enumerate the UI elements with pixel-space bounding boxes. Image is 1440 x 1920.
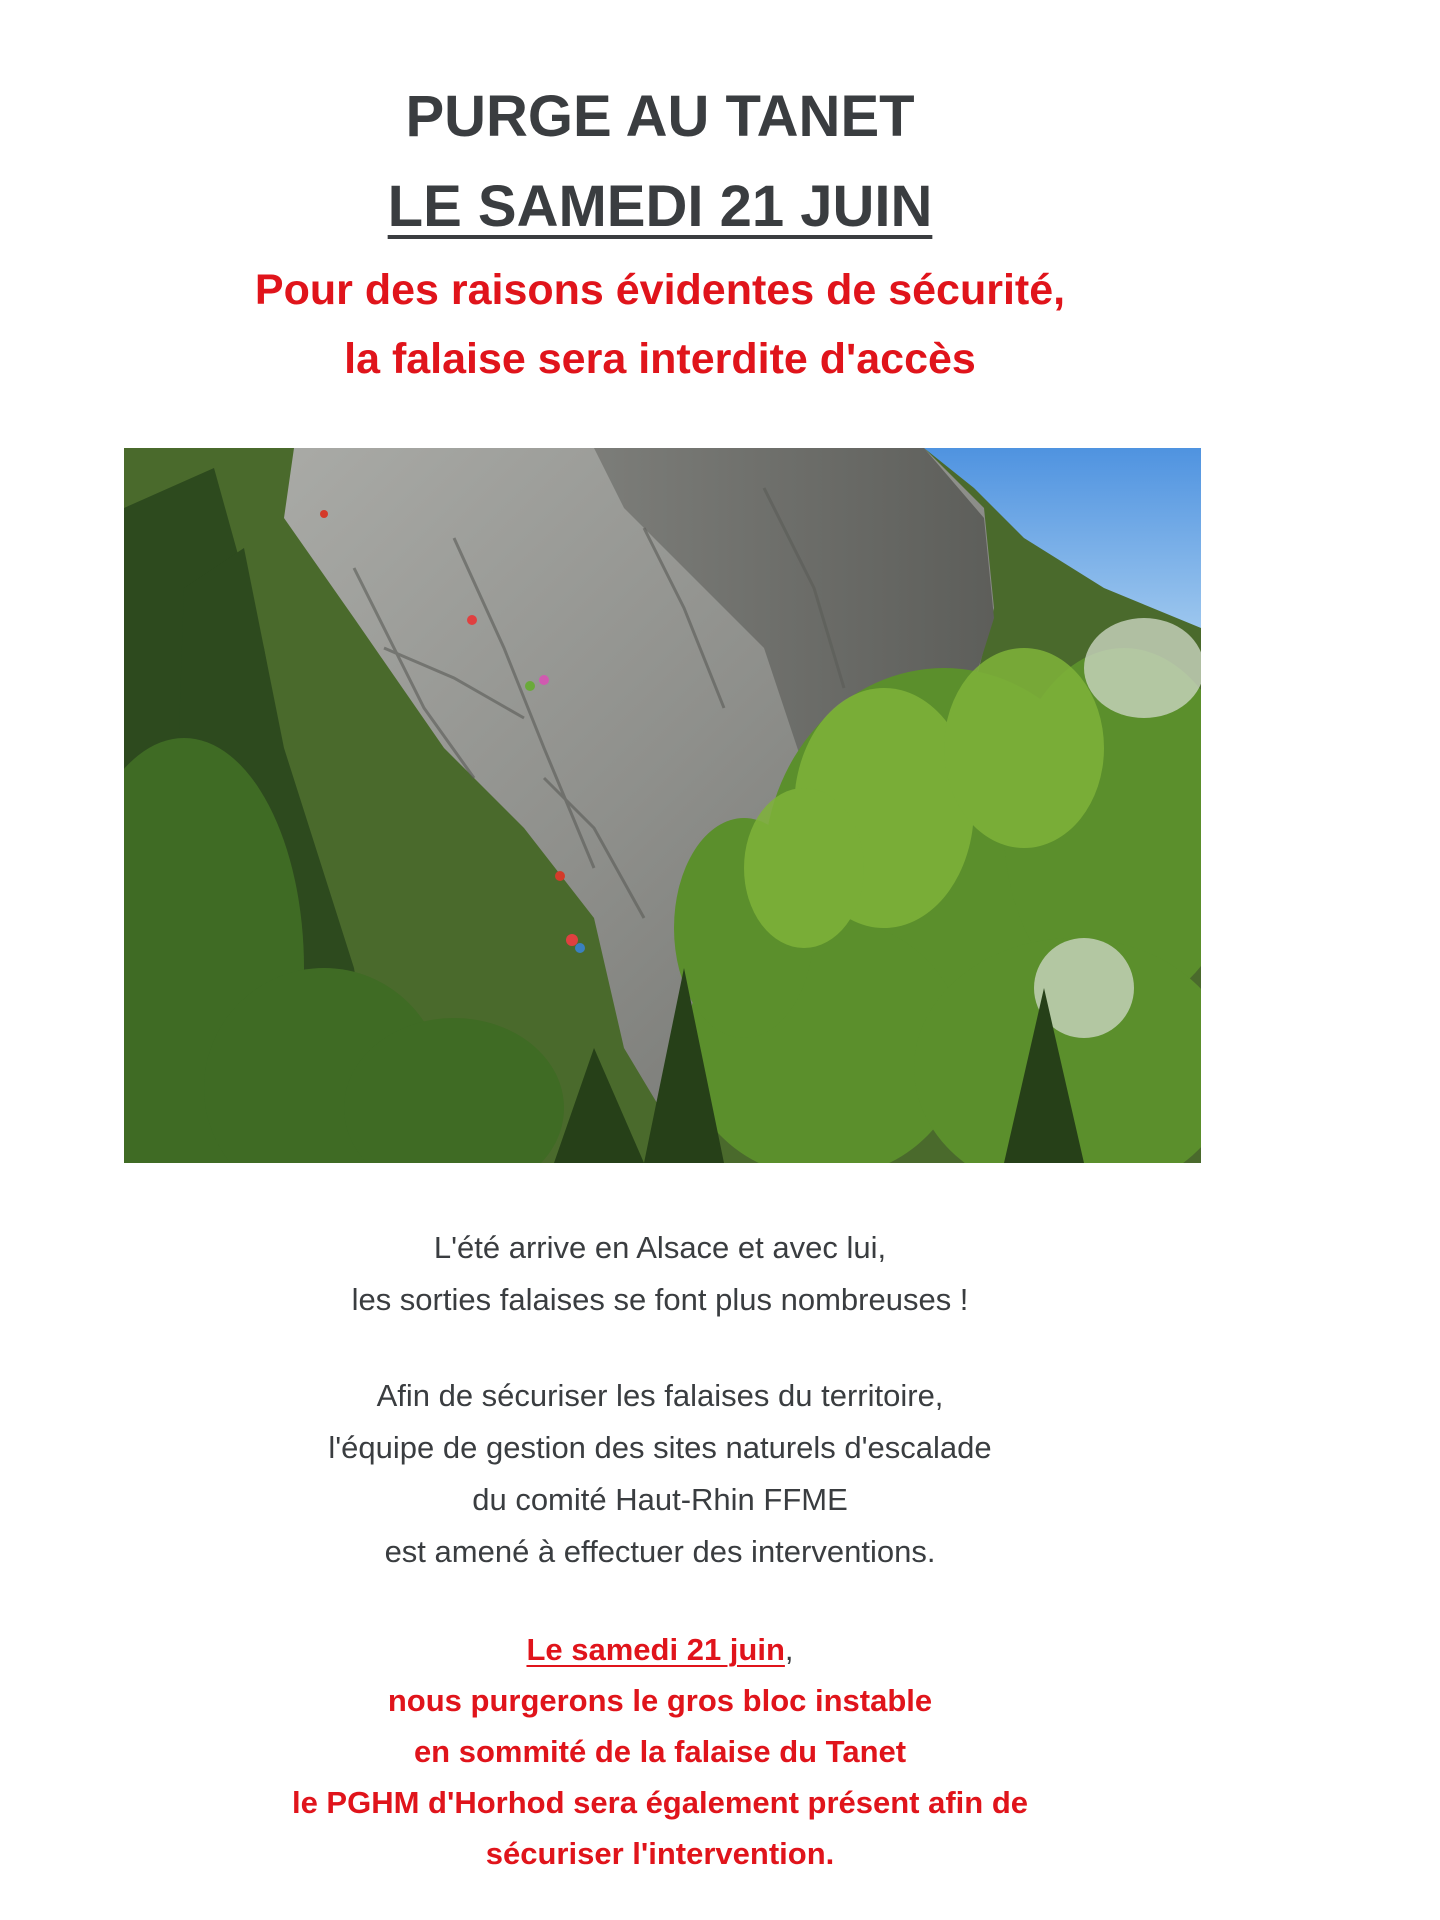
details-line-3: du comité Haut-Rhin FFME <box>472 1482 848 1517</box>
announcement-comma: , <box>784 1632 794 1667</box>
poster-date-heading <box>0 172 1320 242</box>
warning-line-1: Pour des raisons évidentes de sécurité, <box>254 266 1066 314</box>
warning-line-2: la falaise sera interdite d'accès <box>344 335 976 383</box>
details-line-4: est amené à effectuer des interventions. <box>384 1534 936 1569</box>
cliff-photo <box>124 448 1201 1163</box>
details-line-1: Afin de sécuriser les falaises du territoire, <box>376 1378 944 1413</box>
details-paragraph <box>0 1370 1320 1578</box>
intro-paragraph <box>0 1222 1320 1326</box>
announcement-line-3: en sommité de la falaise du Tanet <box>413 1734 907 1769</box>
announcement-paragraph <box>0 1624 1320 1879</box>
intro-line-1: L'été arrive en Alsace et avec lui, <box>433 1230 887 1265</box>
announcement-line-4: le PGHM d'Horhod sera également présent afin de <box>291 1785 1029 1820</box>
poster-title: PURGE AU TANET <box>405 84 915 149</box>
announcement-line-5: sécuriser l'intervention. <box>485 1836 835 1871</box>
announcement-date: Le samedi 21 juin <box>526 1632 785 1667</box>
announcement-line-1 <box>0 1624 1320 1675</box>
announcement-line-2: nous purgerons le gros bloc instable <box>387 1683 933 1718</box>
intro-line-2: les sorties falaises se font plus nombreuses ! <box>351 1282 969 1317</box>
details-line-2: l'équipe de gestion des sites naturels d'escalade <box>328 1430 992 1465</box>
poster-date-heading-text: LE SAMEDI 21 JUIN <box>387 174 933 239</box>
